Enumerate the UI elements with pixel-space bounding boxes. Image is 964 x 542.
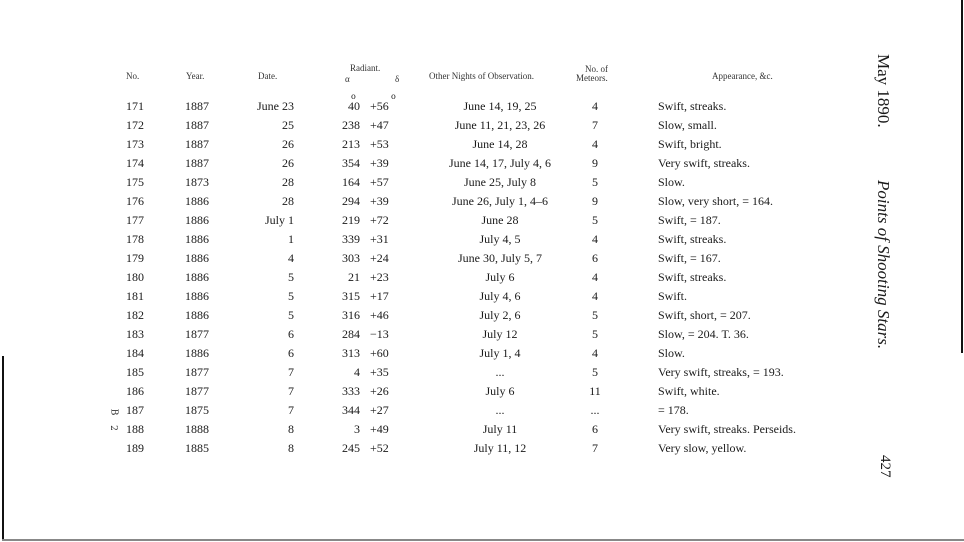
- cell-date: 8: [288, 441, 294, 455]
- table-row: [0, 308, 860, 327]
- cell-no: 182: [126, 308, 144, 322]
- degree-mark-delta: o: [391, 92, 396, 101]
- page-border-right: [961, 0, 963, 353]
- cell-appearance: Swift, streaks.: [658, 99, 727, 113]
- table-row: [0, 346, 860, 365]
- cell-appearance: Slow.: [658, 346, 685, 360]
- cell-other: July 11, 12: [473, 441, 527, 455]
- cell-appearance: Very swift, streaks.: [658, 156, 750, 170]
- cell-other: June 30, July 5, 7: [458, 251, 542, 265]
- cell-ra: 344: [342, 403, 360, 417]
- cell-no: 184: [126, 346, 144, 360]
- cell-date: July 1: [264, 213, 294, 227]
- cell-dec: −13: [370, 327, 389, 341]
- cell-dec: +72: [370, 213, 389, 227]
- cell-other: July 12: [482, 327, 518, 341]
- table-row: [0, 327, 860, 346]
- cell-no: 175: [126, 175, 144, 189]
- cell-other: June 11, 21, 23, 26: [454, 118, 546, 132]
- cell-year: 1873: [185, 175, 209, 189]
- cell-ra: 315: [342, 289, 360, 303]
- cell-meteors: 11: [589, 384, 601, 398]
- cell-dec: +46: [370, 308, 389, 322]
- cell-other: July 1, 4: [479, 346, 521, 360]
- cell-meteors: 4: [592, 99, 598, 113]
- cell-ra: 245: [342, 441, 360, 455]
- cell-dec: +17: [370, 289, 389, 303]
- cell-other: July 11: [482, 422, 518, 436]
- cell-ra: 213: [342, 137, 360, 151]
- table-row: [0, 403, 860, 422]
- cell-no: 188: [126, 422, 144, 436]
- cell-appearance: Swift, bright.: [658, 137, 722, 151]
- cell-year: 1877: [185, 327, 209, 341]
- cell-year: 1888: [185, 422, 209, 436]
- cell-dec: +56: [370, 99, 389, 113]
- cell-dec: +49: [370, 422, 389, 436]
- cell-other: July 4, 6: [479, 289, 521, 303]
- cell-ra: 238: [342, 118, 360, 132]
- cell-dec: +57: [370, 175, 389, 189]
- cell-ra: 164: [342, 175, 360, 189]
- running-head-title: Points of Shooting Stars.: [874, 180, 893, 350]
- cell-year: 1887: [185, 99, 209, 113]
- cell-meteors: 5: [592, 175, 598, 189]
- cell-date: 7: [288, 384, 294, 398]
- cell-meteors: 4: [592, 270, 598, 284]
- table-row: [0, 270, 860, 289]
- cell-no: 187: [126, 403, 144, 417]
- cell-ra: 294: [342, 194, 360, 208]
- cell-meteors: 7: [592, 118, 598, 132]
- table-row: [0, 251, 860, 270]
- cell-ra: 313: [342, 346, 360, 360]
- cell-date: 26: [282, 137, 294, 151]
- table-row: [0, 137, 860, 156]
- cell-other: July 2, 6: [479, 308, 521, 322]
- cell-meteors: 6: [592, 422, 598, 436]
- cell-date: 6: [288, 346, 294, 360]
- cell-dec: +23: [370, 270, 389, 284]
- cell-year: 1886: [185, 194, 209, 208]
- header-meteors-line2: Meteors.: [576, 73, 608, 83]
- cell-meteors: 7: [592, 441, 598, 455]
- cell-date: 5: [288, 289, 294, 303]
- table-row: [0, 194, 860, 213]
- header-year: Year.: [186, 71, 205, 81]
- margin-mark-letter: B: [108, 408, 119, 416]
- header-other-nights: Other Nights of Observation.: [429, 71, 534, 81]
- cell-ra: 21: [348, 270, 360, 284]
- table-row: [0, 289, 860, 308]
- cell-meteors: 9: [592, 194, 598, 208]
- table-row: [0, 156, 860, 175]
- cell-ra: 40: [348, 99, 360, 113]
- cell-dec: +35: [370, 365, 389, 379]
- cell-other: July 6: [485, 384, 515, 398]
- cell-dec: +26: [370, 384, 389, 398]
- page-border-bottom: [2, 539, 964, 541]
- cell-date: 5: [288, 308, 294, 322]
- cell-other: ...: [495, 365, 505, 379]
- cell-dec: +31: [370, 232, 389, 246]
- cell-appearance: Swift, white.: [658, 384, 720, 398]
- cell-appearance: Swift, streaks.: [658, 232, 727, 246]
- cell-ra: 333: [342, 384, 360, 398]
- header-radiant: Radiant.: [350, 63, 381, 73]
- cell-dec: +52: [370, 441, 389, 455]
- cell-appearance: Very swift, streaks. Perseids.: [658, 422, 796, 436]
- cell-no: 178: [126, 232, 144, 246]
- cell-appearance: Swift.: [658, 289, 688, 303]
- cell-date: 7: [288, 365, 294, 379]
- cell-no: 179: [126, 251, 144, 265]
- cell-no: 183: [126, 327, 144, 341]
- cell-meteors: 5: [592, 365, 598, 379]
- cell-no: 176: [126, 194, 144, 208]
- table-row: [0, 384, 860, 403]
- cell-appearance: = 178.: [658, 403, 689, 417]
- cell-appearance: Swift, = 167.: [658, 251, 721, 265]
- cell-appearance: Very swift, streaks, = 193.: [658, 365, 784, 379]
- cell-year: 1877: [185, 365, 209, 379]
- cell-date: 28: [282, 175, 294, 189]
- cell-ra: 303: [342, 251, 360, 265]
- table-row: [0, 422, 860, 441]
- cell-dec: +39: [370, 194, 389, 208]
- cell-year: 1886: [185, 289, 209, 303]
- cell-dec: +27: [370, 403, 389, 417]
- cell-date: 4: [288, 251, 294, 265]
- cell-appearance: Swift, = 187.: [658, 213, 721, 227]
- degree-mark-alpha: o: [351, 92, 356, 101]
- cell-other: June 14, 28: [472, 137, 528, 151]
- cell-no: 173: [126, 137, 144, 151]
- cell-ra: 354: [342, 156, 360, 170]
- cell-date: 26: [282, 156, 294, 170]
- cell-year: 1877: [185, 384, 209, 398]
- header-delta: δ: [395, 74, 400, 84]
- margin-mark-number: 2: [107, 425, 118, 431]
- cell-date: 6: [288, 327, 294, 341]
- table-row: [0, 118, 860, 137]
- cell-date: 1: [288, 232, 294, 246]
- cell-date: 25: [282, 118, 294, 132]
- cell-year: 1886: [185, 308, 209, 322]
- cell-year: 1886: [185, 213, 209, 227]
- cell-year: 1875: [185, 403, 209, 417]
- cell-year: 1887: [185, 156, 209, 170]
- cell-no: 180: [126, 270, 144, 284]
- cell-ra: 219: [342, 213, 360, 227]
- cell-appearance: Slow, = 204. T. 36.: [658, 327, 749, 341]
- cell-dec: +47: [370, 118, 389, 132]
- cell-meteors: 5: [592, 213, 598, 227]
- cell-no: 185: [126, 365, 144, 379]
- header-meteors-line1: No. of: [585, 64, 608, 74]
- cell-no: 177: [126, 213, 144, 227]
- table-row: [0, 232, 860, 251]
- cell-date: 8: [288, 422, 294, 436]
- table-row: [0, 441, 860, 460]
- cell-appearance: Very slow, yellow.: [658, 441, 747, 455]
- cell-year: 1886: [185, 232, 209, 246]
- cell-meteors: 5: [592, 308, 598, 322]
- cell-dec: +60: [370, 346, 389, 360]
- cell-other: June 28: [481, 213, 519, 227]
- cell-other: June 26, July 1, 4–6: [452, 194, 548, 208]
- cell-dec: +53: [370, 137, 389, 151]
- cell-meteors: 4: [592, 289, 598, 303]
- cell-dec: +24: [370, 251, 389, 265]
- cell-dec: +39: [370, 156, 389, 170]
- cell-no: 186: [126, 384, 144, 398]
- cell-other: June 14, 17, July 4, 6: [449, 156, 551, 170]
- cell-year: 1885: [185, 441, 209, 455]
- header-no: No.: [126, 71, 140, 81]
- cell-no: 181: [126, 289, 144, 303]
- cell-meteors: 4: [592, 137, 598, 151]
- table-row: [0, 175, 860, 194]
- cell-date: June 23: [257, 99, 294, 113]
- cell-date: 7: [288, 403, 294, 417]
- page-number: 427: [877, 455, 893, 478]
- cell-year: 1887: [185, 137, 209, 151]
- cell-date: 28: [282, 194, 294, 208]
- cell-meteors: 4: [592, 232, 598, 246]
- cell-year: 1886: [185, 346, 209, 360]
- cell-ra: 4: [354, 365, 360, 379]
- cell-meteors: 5: [592, 327, 598, 341]
- cell-year: 1887: [185, 118, 209, 132]
- cell-ra: 316: [342, 308, 360, 322]
- header-date: Date.: [258, 71, 278, 81]
- cell-no: 171: [126, 99, 144, 113]
- header-appearance: Appearance, &c.: [712, 71, 773, 81]
- running-head-date: May 1890.: [874, 54, 893, 128]
- table-row: [0, 213, 860, 232]
- cell-appearance: Swift, streaks.: [658, 270, 727, 284]
- cell-date: 5: [288, 270, 294, 284]
- cell-no: 189: [126, 441, 144, 455]
- cell-appearance: Slow, small.: [658, 118, 717, 132]
- cell-other: July 6: [485, 270, 515, 284]
- cell-appearance: Swift, short, = 207.: [658, 308, 751, 322]
- header-alpha: α: [345, 74, 350, 84]
- cell-year: 1886: [185, 270, 209, 284]
- cell-appearance: Slow, very short, = 164.: [658, 194, 773, 208]
- cell-ra: 3: [354, 422, 360, 436]
- cell-other: June 25, July 8: [464, 175, 536, 189]
- table-row: [0, 365, 860, 384]
- cell-meteors: 6: [592, 251, 598, 265]
- cell-no: 174: [126, 156, 144, 170]
- table-row: [0, 99, 860, 118]
- cell-meteors: 9: [592, 156, 598, 170]
- cell-year: 1886: [185, 251, 209, 265]
- cell-other: July 4, 5: [479, 232, 521, 246]
- cell-no: 172: [126, 118, 144, 132]
- cell-ra: 284: [342, 327, 360, 341]
- cell-ra: 339: [342, 232, 360, 246]
- cell-appearance: Slow.: [658, 175, 685, 189]
- cell-other: June 14, 19, 25: [463, 99, 537, 113]
- cell-meteors: ...: [590, 403, 600, 417]
- cell-other: ...: [495, 403, 505, 417]
- cell-meteors: 4: [592, 346, 598, 360]
